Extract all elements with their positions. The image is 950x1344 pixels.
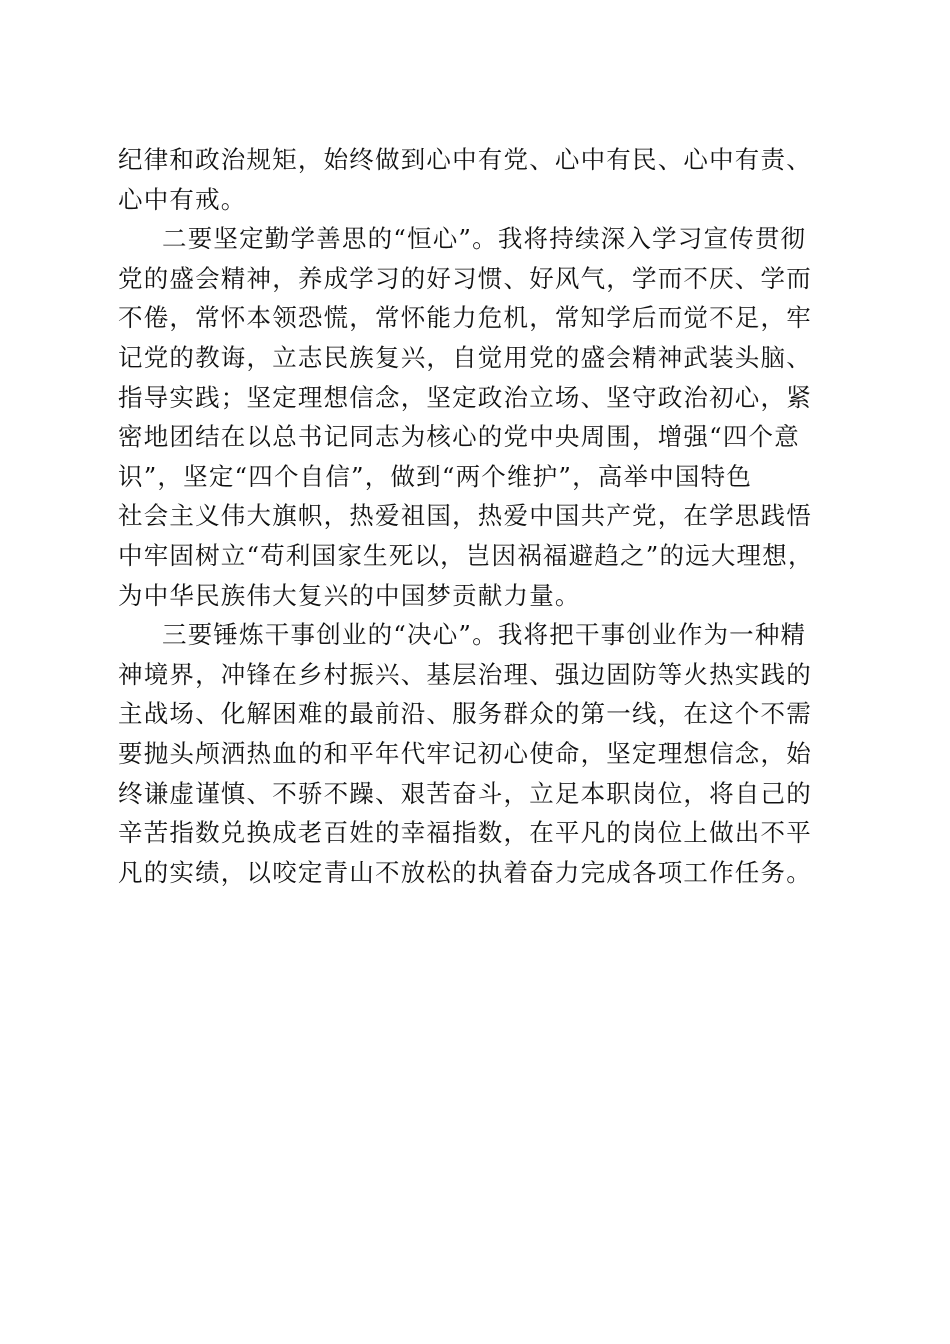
paragraph-line: 为中华民族伟大复兴的中国梦贡献力量。 <box>118 580 581 610</box>
paragraph-line: 党的盛会精神，养成学习的好习惯、好风气，学而不厌、学而 <box>118 263 812 293</box>
paragraph-line: 纪律和政治规矩，始终做到心中有党、心中有民、心中有责、 <box>118 145 812 174</box>
paragraph-line: 不倦，常怀本领恐慌，常怀能力危机，常知学后而觉不足，牢 <box>118 303 812 333</box>
paragraph-line: 中牢固树立“苟利国家生死以，岂因祸福避趋之”的远大理想， <box>118 540 814 570</box>
paragraph-line: 密地团结在以总书记同志为核心的党中央周围，增强“四个意 <box>118 422 800 452</box>
paragraph-line: 心中有戒。 <box>118 184 247 214</box>
paragraph-line: 记党的教诲，立志民族复兴，自觉用党的盛会精神武装头脑、 <box>118 342 812 372</box>
paragraph-line: 指导实践；坚定理想信念，坚定政治立场、坚守政治初心，紧 <box>118 382 812 412</box>
paragraph-line: 终谦虚谨慎、不骄不躁、艰苦奋斗，立足本职岗位，将自己的 <box>118 778 812 808</box>
paragraph-line: 要抛头颅洒热血的和平年代牢记初心使命，坚定理想信念，始 <box>118 738 812 768</box>
paragraph-line: 神境界，冲锋在乡村振兴、基层治理、强边固防等火热实践的 <box>118 659 812 689</box>
paragraph-first-line: 二要坚定勤学善思的“恒心”。我将持续深入学习宣传贯彻 <box>162 224 807 254</box>
paragraph-first-line: 三要锤炼干事创业的“决心”。我将把干事创业作为一种精 <box>162 620 807 650</box>
paragraph-line: 辛苦指数兑换成老百姓的幸福指数，在平凡的岗位上做出不平 <box>118 818 812 848</box>
paragraph-line: 识”，坚定“四个自信”，做到“两个维护”，高举中国特色 <box>118 461 753 491</box>
paragraph-line: 主战场、化解困难的最前沿、服务群众的第一线，在这个不需 <box>118 699 812 729</box>
paragraph-line: 社会主义伟大旗帜，热爱祖国，热爱中国共产党，在学思践悟 <box>118 501 812 531</box>
paragraph-line: 凡的实绩，以咬定青山不放松的执着奋力完成各项工作任务。 <box>118 857 812 887</box>
document-body <box>118 140 830 892</box>
